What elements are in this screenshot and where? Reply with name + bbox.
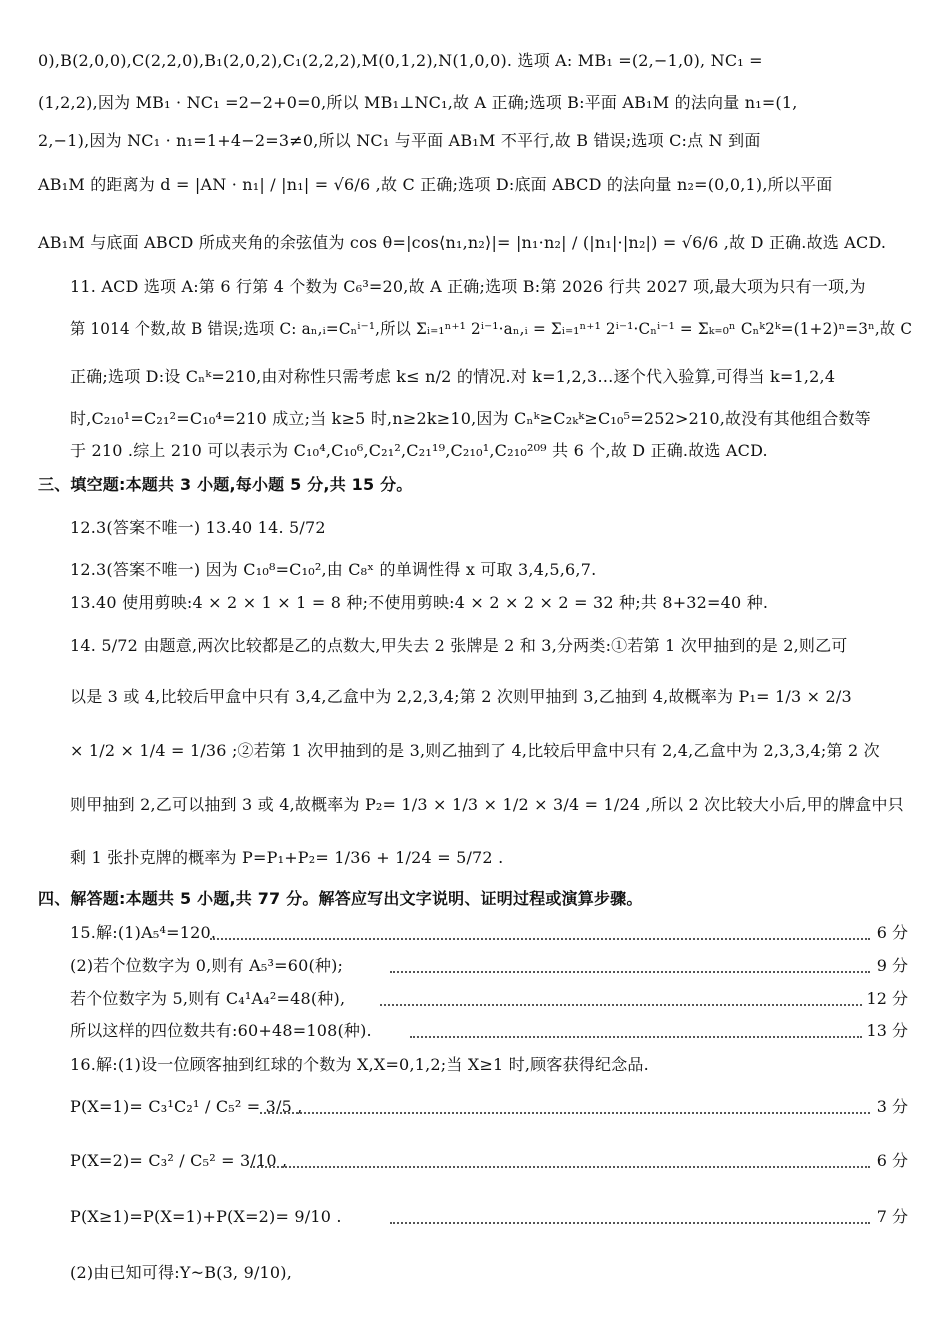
text-line: 14. 5/72 由题意,两次比较都是乙的点数大,甲失去 2 张牌是 2 和 3,分两类:①若第 1 次甲抽到的是 2,则乙可 xyxy=(70,636,848,655)
solution-step: 16.解:(1)设一位顾客抽到红球的个数为 X,X=0,1,2;当 X≥1 时,顾客获得纪念品. xyxy=(70,1055,649,1074)
text-line: 12.3(答案不唯一) 因为 C₁₀⁸=C₁₀²,由 C₈ˣ 的单调性得 x 可取 3,4,5,6,7. xyxy=(70,560,597,579)
text-line: 0),B(2,0,0),C(2,2,0),B₁(2,0,2),C₁(2,2,2),M(0,1,2),N(1,0,0). 选项 A: MB₁ =(2,−1,0), NC₁ = xyxy=(38,51,763,70)
text-line: 则甲抽到 2,乙可以抽到 3 或 4,故概率为 P₂= 1/3 × 1/3 × 1/2 × 3/4 = 1/24 ,所以 2 次比较大小后,甲的牌盒中只 xyxy=(70,795,904,814)
leader-dots xyxy=(410,1036,862,1038)
text-line: 第 1014 个数,故 B 错误;选项 C: aₙ,ᵢ=Cₙⁱ⁻¹,所以 Σᵢ₌₁ⁿ⁺¹ 2ⁱ⁻¹·aₙ,ᵢ = Σᵢ₌₁ⁿ⁺¹ 2ⁱ⁻¹·Cₙⁱ⁻¹ = Σₖ₌₀ⁿ Cₙᵏ2ᵏ=(1+2)ⁿ=3ⁿ,故 C xyxy=(70,319,913,338)
section-heading-answers: 四、解答题:本题共 5 小题,共 77 分。解答应写出文字说明、证明过程或演算步骤。 xyxy=(38,889,643,908)
text-line: 12.3(答案不唯一) 13.40 14. 5/72 xyxy=(70,518,326,537)
text-line: 13.40 使用剪映:4 × 2 × 1 × 1 = 8 种;不使用剪映:4 × 2 × 2 × 2 = 32 种;共 8+32=40 种. xyxy=(70,593,769,612)
solution-step: 所以这样的四位数共有:60+48=108(种). xyxy=(70,1021,372,1040)
score-label: 9 分 xyxy=(876,956,908,975)
leader-dots xyxy=(380,1004,862,1006)
score-label: 3 分 xyxy=(876,1097,908,1116)
score-label: 6 分 xyxy=(876,923,908,942)
text-line: × 1/2 × 1/4 = 1/36 ;②若第 1 次甲抽到的是 3,则乙抽到了 4,比较后甲盒中只有 2,4,乙盒中为 2,3,3,4;第 2 次 xyxy=(70,741,880,760)
leader-dots xyxy=(210,938,870,940)
text-line: 剩 1 张扑克牌的概率为 P=P₁+P₂= 1/36 + 1/24 = 5/72 . xyxy=(70,848,504,867)
solution-step: (2)若个位数字为 0,则有 A₅³=60(种); xyxy=(70,956,344,975)
score-label: 7 分 xyxy=(876,1207,908,1226)
solution-step: (2)由已知可得:Y~B(3, 9/10), xyxy=(70,1263,293,1282)
leader-dots xyxy=(390,1222,870,1224)
score-label: 13 分 xyxy=(866,1021,908,1040)
text-line: AB₁M 的距离为 d = |AN · n₁| / |n₁| = √6/6 ,故 C 正确;选项 D:底面 ABCD 的法向量 n₂=(0,0,1),所以平面 xyxy=(38,175,833,194)
text-line: 正确;选项 D:设 Cₙᵏ=210,由对称性只需考虑 k≤ n/2 的情况.对 k=1,2,3…逐个代入验算,可得当 k=1,2,4 xyxy=(70,367,836,386)
text-line: 于 210 .综上 210 可以表示为 C₁₀⁴,C₁₀⁶,C₂₁²,C₂₁¹⁹,C₂₁₀¹,C₂₁₀²⁰⁹ 共 6 个,故 D 正确.故选 ACD. xyxy=(70,441,768,460)
score-label: 12 分 xyxy=(866,989,908,1008)
text-line: 2,−1),因为 NC₁ · n₁=1+4−2=3≠0,所以 NC₁ 与平面 AB₁M 不平行,故 B 错误;选项 C:点 N 到面 xyxy=(38,131,761,150)
text-line: 11. ACD 选项 A:第 6 行第 4 个数为 C₆³=20,故 A 正确;选项 B:第 2026 行共 2027 项,最大项为只有一项,为 xyxy=(70,277,866,296)
leader-dots xyxy=(250,1166,870,1168)
text-line: 以是 3 或 4,比较后甲盒中只有 3,4,乙盒中为 2,2,3,4;第 2 次则甲抽到 3,乙抽到 4,故概率为 P₁= 1/3 × 2/3 xyxy=(70,687,852,706)
solution-step: 若个位数字为 5,则有 C₄¹A₄²=48(种), xyxy=(70,989,346,1008)
solution-step: P(X=2)= C₃² / C₅² = 3/10 , xyxy=(70,1151,288,1170)
section-heading-fill-in: 三、填空题:本题共 3 小题,每小题 5 分,共 15 分。 xyxy=(38,475,413,494)
score-label: 6 分 xyxy=(876,1151,908,1170)
text-line: (1,2,2),因为 MB₁ · NC₁ =2−2+0=0,所以 MB₁⊥NC₁,故 A 正确;选项 B:平面 AB₁M 的法向量 n₁=(1, xyxy=(38,93,798,112)
solution-step: P(X=1)= C₃¹C₂¹ / C₅² = 3/5 , xyxy=(70,1097,303,1116)
solution-step: 15.解:(1)A₅⁴=120. xyxy=(70,923,217,942)
solution-step: P(X≥1)=P(X=1)+P(X=2)= 9/10 . xyxy=(70,1207,342,1226)
leader-dots xyxy=(390,971,870,973)
text-line: AB₁M 与底面 ABCD 所成夹角的余弦值为 cos θ=|cos⟨n₁,n₂⟩|= |n₁·n₂| / (|n₁|·|n₂|) = √6/6 ,故 D 正确.故选 ACD. xyxy=(38,233,887,252)
text-line: 时,C₂₁₀¹=C₂₁²=C₁₀⁴=210 成立;当 k≥5 时,n≥2k≥10,因为 Cₙᵏ≥C₂ₖᵏ≥C₁₀⁵=252>210,故没有其他组合数等 xyxy=(70,409,871,428)
leader-dots xyxy=(260,1112,870,1114)
